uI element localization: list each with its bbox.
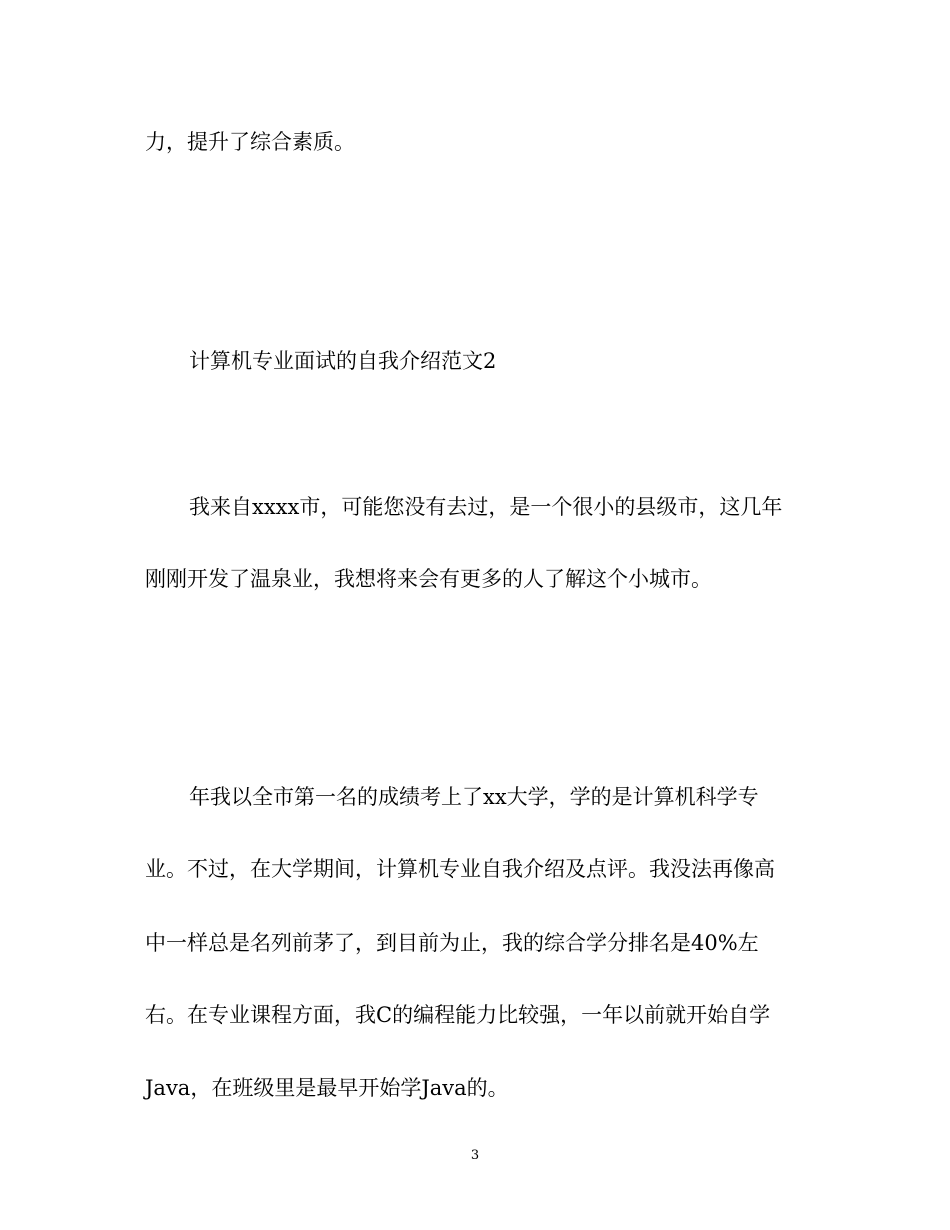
paragraph-4-line-5: Java，在班级里是最早开始学Java的。 (145, 1076, 509, 1100)
paragraph-4-line-2: 业。不过，在大学期间，计算机专业自我介绍及点评。我没法再像高 (145, 857, 775, 881)
paragraph-4-line-1: 年我以全市第一名的成绩考上了xx大学，学的是计算机科学专 (189, 785, 759, 809)
page-number: 3 (470, 1148, 480, 1163)
paragraph-4-line-3: 中一样总是名列前茅了，到目前为止，我的综合学分排名是40%左 (145, 931, 759, 955)
paragraph-3-line-2: 刚刚开发了温泉业，我想将来会有更多的人了解这个小城市。 (145, 567, 712, 591)
section-heading: 计算机专业面试的自我介绍范文2 (189, 349, 497, 373)
paragraph-1-line-1: 力，提升了综合素质。 (145, 130, 355, 154)
paragraph-4-line-4: 右。在专业课程方面，我C的编程能力比较强，一年以前就开始自学 (145, 1003, 771, 1027)
paragraph-3-line-1: 我来自xxxx市，可能您没有去过，是一个很小的县级市，这几年 (189, 495, 783, 519)
